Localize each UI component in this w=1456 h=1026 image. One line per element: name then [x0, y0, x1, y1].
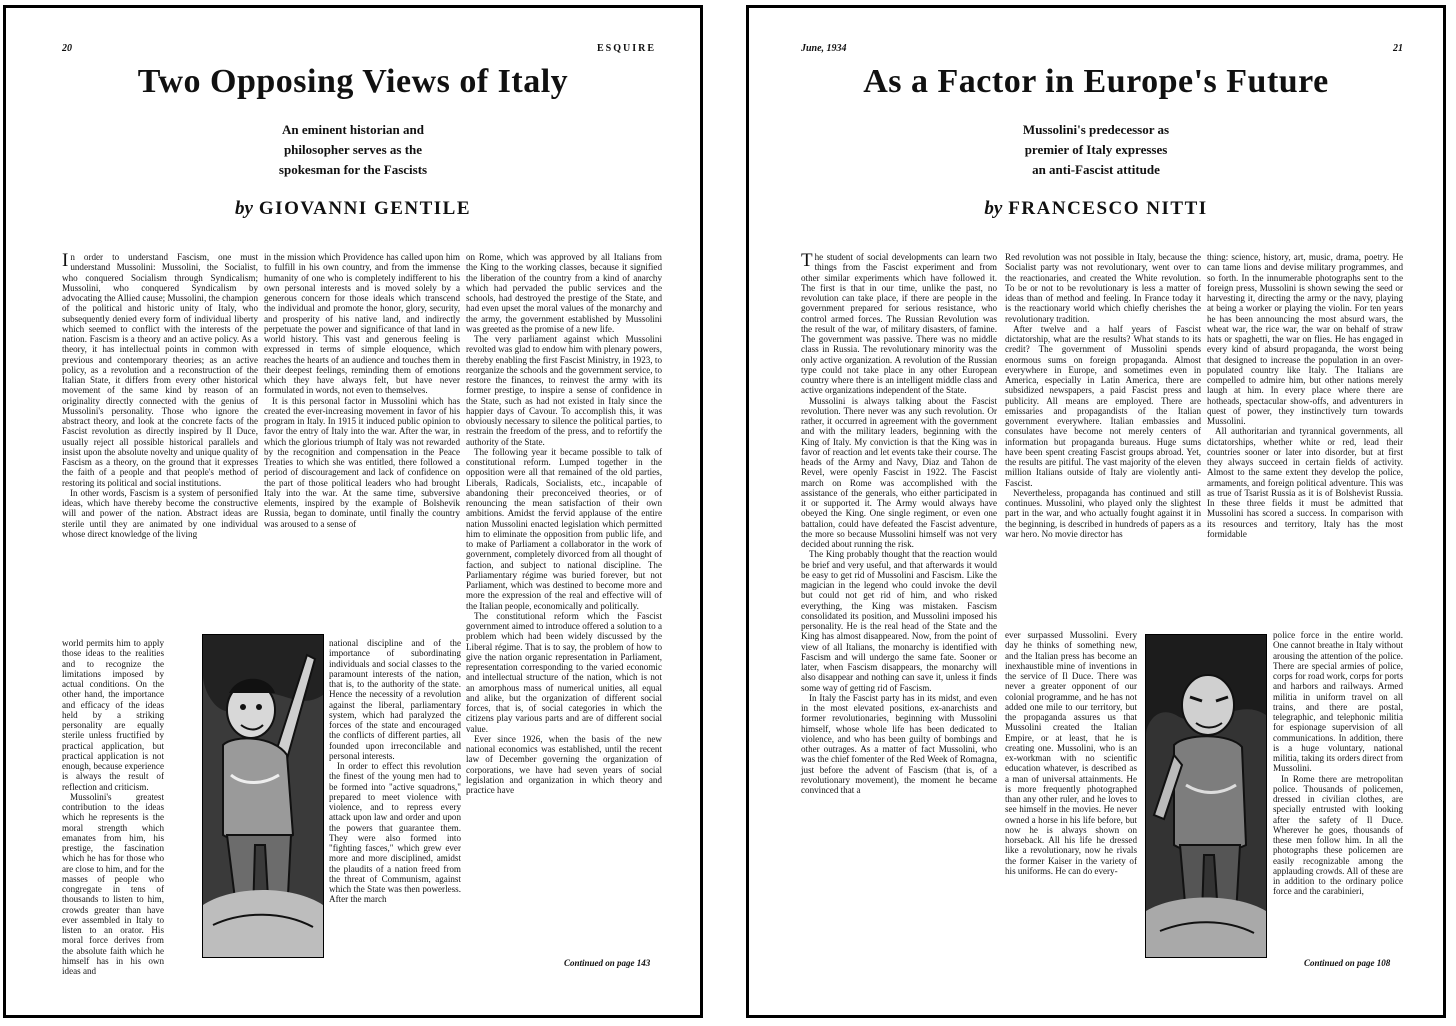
paragraph: national discipline and of the importance of subordinating individuals and social classes to the paramount interests of the nation, that is, to the authority of the state. Hence the necessity of a revolution against the liberal, parliamentary system, which had paralyzed the forces of the state and encouraged the conflicts of different parties, all founded upon irreconcilable and personal interests.: [329, 638, 461, 761]
caricature-illustration: [202, 634, 324, 958]
deck-line: philosopher serves as the: [283, 142, 423, 157]
illustration-graphic: [1146, 635, 1266, 957]
paragraph: In order to understand Fascism, one must understand Mussolini: Mussolini, the Socialist, who conquered Socialism through Syndicalism; Mussolini, who conquered Syndicalism by advocating the Allied cause; Mussolini, the champion of the political and historic unity of Italy, who subsequently denied every form of individual liberty which seemed to conflict with the interests of the nation. Fascism is a theory and an active policy. As a theory, it has intellectual points in common with previous and contemporary theories; as an active policy, as a revolution and a reconstruction of the Italian State, it differs from every other historical movement of the same kind by reason of an originality directly connected with the genius of Mussolini's personality. Those who ignore the abstract theory, and look at the concrete facts of the Fascist revolution as directly inspired by Il Duce, usually reject all possible historical parallels and insist upon the absolute novelty and unique quality of Fascism as a theory, on the ground that it expresses the faith of a people and that people's method of restoring its political and social institutions.: [62, 250, 258, 488]
caricature-illustration: [1145, 634, 1267, 958]
left-page: [3, 5, 703, 1018]
paragraph: police force in the entire world. One cannot breathe in Italy without arousing the attention of the police. There are special armies of police, corps for road work, corps for ports and harbors and railways. Armed militia in uniform travel on all trains, and there are postal, telegraphic, and telephonic militia for espionage supervision of all communications. In addition, there is a huge voluntary, national militia, taking its orders direct from Mussolini.: [1273, 630, 1403, 774]
paragraph: ever surpassed Mussolini. Every day he thinks of something new, and the Italian press has become an inexhaustible mine of inventions in the service of Il Duce. There was never a greater opponent of our colonial programme, and he has not added one mile to our territory, but the propaganda assures us that Mussolini created the Italian Empire, or at least, that he is creating one. Mussolini, who is an ex-workman with no scientific education whatever, is described as a man of universal attainments. He is more frequently photographed than any other ruler, and he loves to see himself in the movies. He never owned a horse in his life before, but now he is always shown on horseback. All his life he dressed like a revolutionary, now he rivals the former Kaiser in the variety of his uniforms. He can do every-: [1005, 630, 1137, 876]
paragraph: Red revolution was not possible in Italy, because the Socialist party was not revolutionary, went over to the reactionaries, and created the White revolution. To be or not to be revolutionary is less a matter of ideas than of method and feeling. In France today it is the reactionary world which chiefly cherishes the revolutionary tradition.: [1005, 252, 1201, 324]
paragraph: thing: science, history, art, music, drama, poetry. He can tame lions and devise military programmes, and so forth. In the innumerable photographs sent to the foreign press, Mussolini is shown sewing the seed or harvesting it, directing the army or the navy, playing at being a worker or playing the violin. For ten years he has been announcing the most absurd wars, the wheat war, the rice war, the war on behalf of straw hats or spaghetti, the war on flies. He has engaged in every kind of absurd propaganda, the worst being that designed to increase the population in an over-populated country like Italy. The Italians are compelled to admire him, but other nations merely laugh at him. In every place where there are hotheads, spectacular show-offs, and adventurers in quest of power, they instinctively turn towards Mussolini.: [1207, 252, 1403, 426]
page-number: 20: [62, 43, 72, 54]
paragraph: world permits him to apply those ideas to the realities and to recognize the limitations imposed by actual conditions. On the other hand, the importance and efficacy of the ideas held by a striking personality are equally sterile unless fructified by practical application, but practical application is not enough, because experience is always the result of reflection and criticism.: [62, 638, 164, 792]
deck-line: Mussolini's predecessor as: [1022, 122, 1170, 137]
byline: [6, 198, 700, 220]
paragraph: The student of social developments can learn two things from the Fascist experiment and from other similar experiments which have followed it. The first is that in our time, unlike the past, no revolution can take place, if there are people in the government prepared for serious resistance, who control armed forces. The Russian Revolution was the result of the war, of military disasters, of famine. The government was passive. There was no middle class in Russia. The revolutionary minority was the only active organization. A revolution of the Russian type could not take place in any other European country where there is an intelligent middle class and active organizations independent of the State.: [801, 250, 997, 396]
paragraph: It is this personal factor in Mussolini which has created the ever-increasing movement in favor of his program in Italy. In 1915 it induced public opinion to favor the entry of Italy into the war. After the war, in which the glorious triumph of Italy was not rewarded by the recognition and compensation in the Peace Treaties to which she was entitled, there followed a period of discouragement and lack of confidence on the part of those political leaders who had brought Italy into the war. At the same time, subversive elements, inspired by the example of Bolshevik Russia, began to dominate, until finally the country was aroused to a sense of: [264, 395, 460, 529]
continued-note: Continued on page 143: [564, 958, 651, 968]
issue-date: June, 1934: [801, 43, 847, 54]
article-deck: [6, 120, 700, 180]
article-deck: [749, 120, 1443, 180]
deck-line: An eminent historian and: [282, 122, 424, 137]
right-page: [746, 5, 1446, 1018]
publication-name: ESQUIRE: [596, 43, 656, 54]
paragraph: The following year it became possible to talk of constitutional reform. Lumped together in the opposition were all that remained of the old parties, Liberals, Radicals, Socialists, etc., incapable of abandoning their preconceived theories, or of renouncing the mean satisfaction of their own ambitions. Amidst the fervid applause of the entire nation Mussolini enacted legislation which permitted him to eliminate the opposition from public life, and to make of Parliament a collaborator in the work of government, completely divorced from all thought of faction, and subject to national discipline. The Parliamentary régime was buried forever, but not Parliament, which was destined to become more and more the expression of the real and effective will of the Italian people, economically and politically.: [466, 446, 662, 611]
deck-line: spokesman for the Fascists: [278, 162, 428, 177]
column-3: [466, 252, 662, 952]
paragraph: on Rome, which was approved by all Italians from the King to the working classes, because it signified the liberation of the country from a kind of anarchy which had pervaded the public services and the schools, had destroyed the prestige of the State, and had even upset the moral values of the monarchy and the army, the government established by Mussolini was greeted as the promise of a new life.: [466, 252, 662, 334]
paragraph: After twelve and a half years of Fascist dictatorship, what are the results? What stands to its credit? The government of Mussolini spends enormous sums on foreign propaganda. Almost everywhere in Europe, and sometimes even in America, especially in Latin America, there are subsidized newspapers, a paid Fascist press and publicity. All means are employed. There are emissaries and propagandists of the Italian government everywhere. Italian embassies and consulates have become not merely centers of information but propaganda bureaus. Huge sums have been spent creating Fascist groups abroad. Yet, the results are pitiful. The vast majority of the eleven million Italians outside of Italy are violently anti-Fascist.: [1005, 323, 1201, 488]
author-name: GIOVANNI GENTILE: [258, 198, 472, 219]
article-title: Two Opposing Views of Italy: [137, 63, 569, 100]
paragraph: Ever since 1926, when the basis of the new national economics was established, until the recent law of December governing the organization of corporations, we have had seven years of social legislation and organization in which theory and practice have: [466, 733, 662, 795]
paragraph: All authoritarian and tyrannical governments, all dictatorships, whether white or red, lead their countries sooner or later into disorder, but at first they always succeed in certain fields of activity. Almost to the same extent they develop the police, armaments, and foreign political adventure. This was as true of Tsarist Russia as it is of Bolshevist Russia. In these three fields it must be admitted that Mussolini has scored a success. In comparison with its resources and territory, Italy has the most formidable: [1207, 426, 1403, 539]
column-2-wrap: [329, 638, 461, 958]
continued-note: Continued on page 108: [1304, 958, 1391, 968]
deck-line: premier of Italy expresses: [1024, 142, 1168, 157]
paragraph: Nevertheless, propaganda has continued and still continues. Mussolini, who played only the slightest part in the war, and who actually fought against it in the beginning, is described in hundreds of papers as a war hero. No movie director has: [1005, 487, 1201, 539]
byline-by: by: [234, 198, 253, 219]
column-2-wrap: [1005, 630, 1137, 956]
paragraph: In other words, Fascism is a system of personified ideas, which have thereby become the constructive will and power of the nation. Abstract ideas are sterile until they are animated by one individual whose direct knowledge of the living: [62, 487, 258, 539]
paragraph: The King probably thought that the reaction would be brief and very useful, and that afterwards it would be easy to get rid of Mussolini and Fascism. Like the magician in the legend who could invoke the devil but could not get rid of him, and who risked everything, the King was mistaken. Fascism consolidated its position, and Mussolini imposed his personality. He is the real head of the State and the King has almost disappeared. Now, from the point of view of all Italians, the monarchy is identified with Fascism and will undergo the same fate. Sooner or later, when Fascism disappears, the monarchy will also disappear and nothing can save it, unless it finds some way of getting rid of Fascism.: [801, 549, 997, 693]
column-1-wrap: [62, 638, 164, 976]
paragraph: in the mission which Providence has called upon him to fulfill in his own country, and from the immense humanity of one who is completely indifferent to his own personal interests and is moved solely by a generous concern for those ideals which transcend the individual and promote the honor, glory, security, and prosperity of his native land, and indirectly perpetuate the power and significance of that land in world history. This vast and generous feeling is expressed in terms of simple eloquence, which reaches the hearts of an audience and touches them in their deepest feelings, reminding them of emotions which they have always felt, but have never formulated in words, not even to themselves.: [264, 252, 460, 396]
article-title: As a Factor in Europe's Future: [863, 63, 1329, 100]
author-name: FRANCESCO NITTI: [1008, 198, 1208, 219]
byline-by: by: [984, 198, 1003, 219]
paragraph: Mussolini's greatest contribution to the ideas which he represents is the moral strength which emanates from him, his prestige, the fascination which he has for those who are close to him, and for the masses of people who congregate in tens of thousands to listen to him, crowds greater than have ever assembled in Italy to listen to an orator. His moral force derives from the absolute faith which he himself has in his own ideas and: [62, 791, 164, 976]
column-3-wrap: [1273, 630, 1403, 956]
paragraph: The constitutional reform which the Fascist government aimed to introduce offered a solution to a problem which had been widely discussed by the Liberal régime. That is to say, the problem of how to give the nation organic representation in Parliament, representation corresponding to the varied economic and intellectual structure of the nation, which is not an amorphous mass of numerical unities, all equal and alike, but the organization of different social forces, that is, of social categories in which the citizens play various parts and are of different social value.: [466, 610, 662, 734]
byline: [749, 198, 1443, 220]
column-2: [1005, 252, 1201, 628]
paragraph: In order to effect this revolution the finest of the young men had to be formed into "active squadrons," prepared to meet violence with violence, and to repress every attack upon law and order and upon the powers that guarantee them. They were also formed into "fighting fasces," which grew ever more and more disciplined, amidst the plaudits of a nation freed from the threat of Communism, against which the State was then powerless. After the march: [329, 761, 461, 905]
column-1: [62, 252, 258, 638]
paragraph: In Italy the Fascist party has in its midst, and even in the most elevated positions, ex-anarchists and former revolutionaries, beginning with Mussolini himself, whose whole life has been dedicated to violence, and who has been guilty of bombings and other outrages. As a matter of fact Mussolini, who was the chief fomenter of the Red Week of Romagna, just before the advent of Fascism (that is, of a revolutionary movement), the moment he became convinced that a: [801, 692, 997, 795]
column-3: [1207, 252, 1403, 628]
paragraph: In Rome there are metropolitan police. Thousands of policemen, dressed in civilian clothes, are specially entrusted with looking after the safety of Il Duce. Wherever he goes, thousands of these men follow him. In all the photographs these policemen are easily recognizable among the applauding crowds. All of these are in addition to the ordinary police force and the carabinieri,: [1273, 773, 1403, 897]
column-2: [264, 252, 460, 638]
paragraph: The very parliament against which Mussolini revolted was glad to endow him with plenary powers, thereby enabling the first Fascist Ministry, in 1923, to reorganize the schools and the government service, to restore the finances, to reinvest the army with its former prestige, to inspire a sense of confidence in the State, such as had not existed in Italy since the happier days of Cavour. To accomplish this, it was obviously necessary to silence the political parties, to restrain the freedom of the press, and to refortify the authority of the State.: [466, 334, 662, 447]
deck-line: an anti-Fascist attitude: [1032, 162, 1160, 177]
illustration-graphic: [203, 635, 323, 957]
page-number: 21: [1393, 43, 1403, 54]
column-1: [801, 252, 997, 952]
paragraph: Mussolini is always talking about the Fascist revolution. There never was any such revolution. Or rather, it occurred in agreement with the government and with the military leaders, beginning with the King of Italy. My conviction is that the King was in favor of reaction and let events take their course. The heads of the Army and Navy, Diaz and Tahon de Revel, were openly Fascist in 1922. The Fascist march on Rome was accomplished with the assistance of the generals, who either participated in it or supported it. The Army would always have obeyed the King. One single regiment, or even one battalion, could have defeated the Fascist adventure, the more so because Mussolini himself was not very decided about running the risk.: [801, 395, 997, 549]
